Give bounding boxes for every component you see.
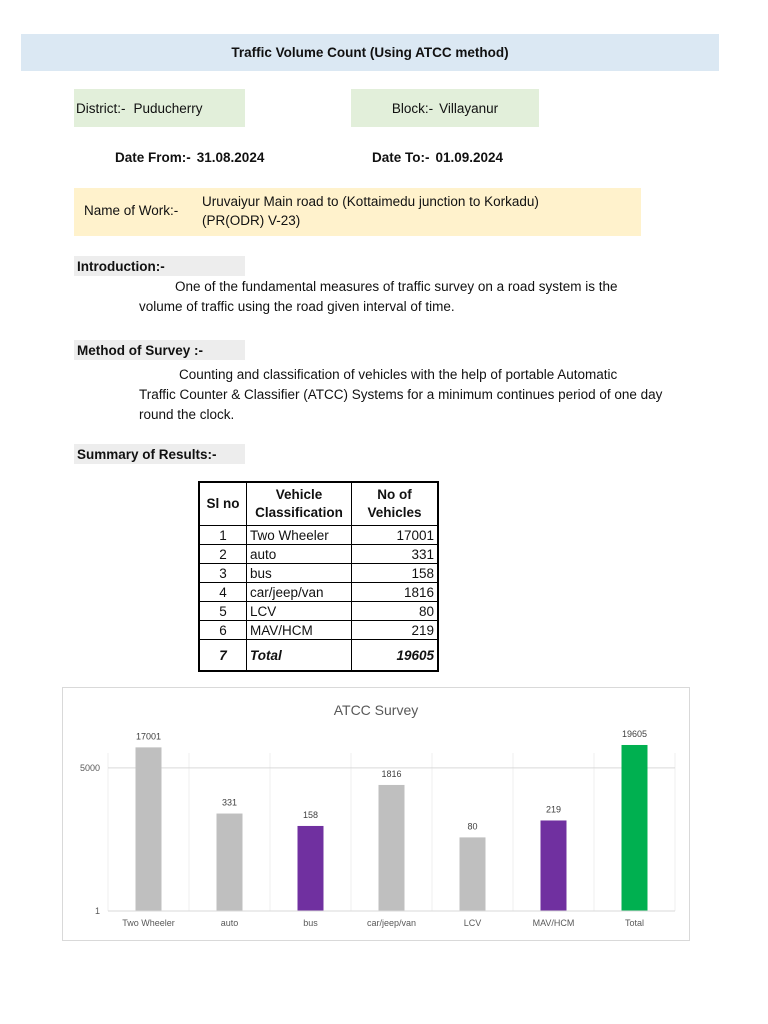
chart-svg <box>63 688 689 940</box>
document-title: Traffic Volume Count (Using ATCC method) <box>21 34 719 71</box>
col-sl-no: Sl no <box>199 482 247 526</box>
table-row: 5 LCV 80 <box>199 602 438 621</box>
block-label: Block:- <box>391 100 434 116</box>
chart-bar-auto <box>217 814 243 911</box>
table-row: 6 MAV/HCM 219 <box>199 621 438 640</box>
chart-data-label: 219 <box>545 804 562 815</box>
introduction-text: One of the fundamental measures of traffic survey on a road system is the volume of traffic using the road given interval of time. <box>139 279 618 314</box>
district-box <box>74 89 245 127</box>
chart-bar-total <box>622 745 648 911</box>
block-value: Villayanur <box>439 100 499 116</box>
col-classification: Vehicle Classification <box>247 482 352 526</box>
chart-data-label: 80 <box>467 821 478 832</box>
district-label: District:- <box>76 100 126 116</box>
chart-ytick-label: 1 <box>94 906 100 916</box>
chart-category-label: Total <box>624 918 645 928</box>
table-header-row <box>199 482 438 526</box>
table-row: 2 auto 331 <box>199 545 438 564</box>
summary-table <box>198 481 439 672</box>
name-of-work-box <box>74 188 641 236</box>
table-row: 4 car/jeep/van 1816 <box>199 583 438 602</box>
chart-ytick-label: 5000 <box>79 762 100 773</box>
method-text: Counting and classification of vehicles with the help of portable Automatic Traffic Counter & Classifier (ATCC) Systems for a minimum continues period of one day round the clock. <box>139 367 663 422</box>
date-from: Date From:- 31.08.2024 <box>115 150 265 165</box>
table-total-row: 7 Total 19605 <box>199 640 438 672</box>
atcc-chart <box>62 687 690 941</box>
chart-data-label: 158 <box>302 809 319 820</box>
summary-heading: Summary of Results:- <box>74 444 245 464</box>
chart-data-label: 331 <box>221 797 238 808</box>
chart-bar-two-wheeler <box>136 747 162 911</box>
chart-bar-bus <box>298 826 324 911</box>
chart-bar-lcv <box>460 837 486 911</box>
col-vehicles: No of Vehicles <box>352 482 439 526</box>
method-heading: Method of Survey :- <box>74 340 245 360</box>
chart-category-label: auto <box>220 918 239 928</box>
table-row: 3 bus 158 <box>199 564 438 583</box>
district-value: Puducherry <box>133 100 203 116</box>
chart-category-label: bus <box>303 918 318 928</box>
chart-title: ATCC Survey <box>333 702 419 718</box>
chart-category-label: LCV <box>463 918 482 928</box>
chart-data-label: 17001 <box>135 731 162 742</box>
work-label: Name of Work:- <box>84 203 179 218</box>
table-row: 1 Two Wheeler 17001 <box>199 526 438 545</box>
work-description: Uruvaiyur Main road to (Kottaimedu junction to Korkadu) (PR(ODR) V-23) <box>202 194 539 228</box>
block-box <box>351 89 539 127</box>
chart-data-label: 1816 <box>381 768 402 779</box>
introduction-heading: Introduction:- <box>74 256 245 276</box>
chart-category-label: MAV/HCM <box>532 918 575 928</box>
chart-category-label: Two Wheeler <box>122 918 175 928</box>
chart-bar-car-jeep-van <box>379 785 405 911</box>
chart-category-label: car/jeep/van <box>366 918 417 928</box>
chart-bar-mav-hcm <box>541 820 567 911</box>
date-to: Date To:- 01.09.2024 <box>372 150 504 165</box>
chart-data-label: 19605 <box>621 728 648 739</box>
